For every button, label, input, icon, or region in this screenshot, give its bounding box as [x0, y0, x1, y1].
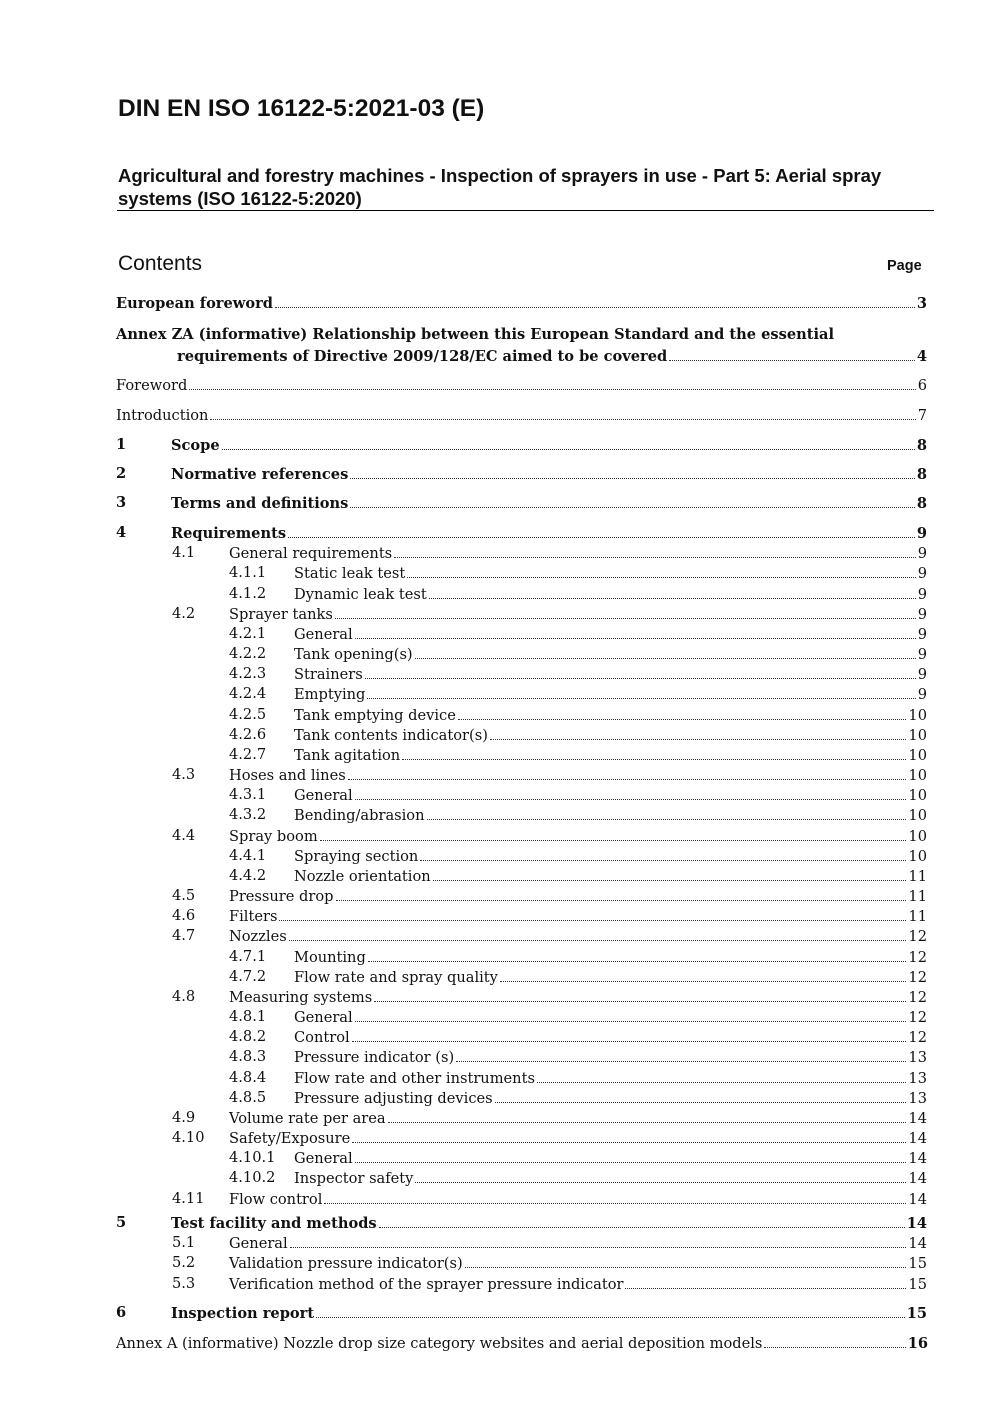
toc-leader-dots — [490, 725, 907, 740]
toc-entry-4-8-1[interactable] — [0, 1007, 992, 1027]
toc-entry-title: Annex ZA (informative) Relationship between this European Standard and the essential — [116, 326, 835, 343]
toc-entry-number: 4.10.2 — [229, 1169, 276, 1186]
toc-leader-dots — [350, 464, 915, 479]
toc-entry-title: Inspector safety — [294, 1170, 414, 1187]
toc-entry-number: 4.3.1 — [229, 786, 267, 803]
toc-entry-6[interactable] — [0, 1303, 992, 1323]
toc-entry-page: 12 — [908, 1029, 927, 1046]
toc-entry-number: 4.8.4 — [229, 1069, 267, 1086]
toc-entry-annex-za-line1[interactable] — [0, 325, 992, 345]
toc-entry-title: Tank emptying device — [294, 707, 456, 724]
toc-entry-4-4-2[interactable] — [0, 866, 992, 886]
toc-leader-dots — [352, 1027, 907, 1042]
toc-entry-page: 16 — [907, 1335, 928, 1352]
toc-entry-number: 2 — [116, 465, 127, 482]
toc-entry-4-9[interactable] — [0, 1108, 992, 1128]
toc-entry-title: Test facility and methods — [171, 1215, 377, 1232]
toc-entry-title: General — [294, 787, 353, 804]
toc-entry-title: Tank contents indicator(s) — [294, 727, 488, 744]
toc-entry-4-1-1[interactable] — [0, 563, 992, 583]
toc-entry-title: Inspection report — [171, 1305, 315, 1322]
toc-leader-dots — [365, 664, 916, 679]
toc-entry-number: 4.2.5 — [229, 706, 267, 723]
toc-entry-title: Annex A (informative) Nozzle drop size category websites and aerial deposition models — [116, 1335, 763, 1352]
toc-entry-5-1[interactable] — [0, 1233, 992, 1253]
toc-entry-number: 4.2 — [172, 605, 196, 622]
toc-leader-dots — [348, 765, 907, 780]
toc-entry-title: Pressure drop — [229, 888, 334, 905]
toc-leader-dots — [402, 745, 906, 760]
toc-entry-page: 4 — [916, 348, 927, 365]
toc-entry-number: 4.2.6 — [229, 726, 267, 743]
toc-entry-number: 4.9 — [172, 1109, 196, 1126]
toc-entry-annex-a[interactable] — [0, 1333, 992, 1353]
toc-entry-title: Verification method of the sprayer pressure indicator — [229, 1276, 624, 1293]
toc-entry-page: 14 — [908, 1170, 927, 1187]
toc-leader-dots — [458, 705, 907, 720]
toc-entry-page: 7 — [917, 407, 927, 424]
toc-entry-4-2-1[interactable] — [0, 624, 992, 644]
toc-entry-number: 4.4.1 — [229, 847, 267, 864]
toc-entry-page: 15 — [908, 1255, 927, 1272]
toc-entry-page: 9 — [917, 666, 927, 683]
toc-leader-dots — [456, 1047, 906, 1062]
toc-entry-number: 4.10.1 — [229, 1149, 276, 1166]
toc-entry-title: Control — [294, 1029, 350, 1046]
toc-entry-4[interactable] — [0, 523, 992, 543]
toc-entry-number: 4.8.3 — [229, 1048, 267, 1065]
toc-entry-page: 10 — [908, 807, 927, 824]
toc-entry-page: 10 — [908, 767, 927, 784]
toc-entry-4-2-5[interactable] — [0, 705, 992, 725]
toc-entry-title: Introduction — [116, 407, 209, 424]
toc-entry-4-1[interactable] — [0, 543, 992, 563]
toc-entry-4-2-6[interactable] — [0, 725, 992, 745]
toc-entry-title: Strainers — [294, 666, 363, 683]
title-rule — [117, 210, 934, 211]
toc-entry-4-3-1[interactable] — [0, 785, 992, 805]
toc-entry-title: Nozzles — [229, 928, 287, 945]
toc-leader-dots — [625, 1274, 906, 1289]
toc-entry-page: 8 — [916, 437, 927, 454]
toc-entry-title: General requirements — [229, 545, 393, 562]
toc-entry-title: Measuring systems — [229, 989, 373, 1006]
toc-entry-number: 4.7.2 — [229, 968, 267, 985]
toc-entry-title: Pressure indicator (s) — [294, 1049, 455, 1066]
toc-entry-page: 14 — [908, 1130, 927, 1147]
toc-entry-number: 4.3.2 — [229, 806, 267, 823]
toc-leader-dots — [407, 563, 915, 578]
toc-entry-number: 4.2.1 — [229, 625, 267, 642]
toc-entry-number: 5 — [116, 1214, 127, 1231]
toc-leader-dots — [368, 947, 907, 962]
toc-leader-dots — [336, 886, 907, 901]
toc-leader-dots — [222, 435, 915, 450]
toc-entry-page: 9 — [917, 565, 927, 582]
toc-leader-dots — [433, 866, 907, 881]
toc-entry-page: 9 — [916, 525, 927, 542]
toc-entry-title: Foreword — [116, 377, 188, 394]
toc-entry-number: 4.8.2 — [229, 1028, 267, 1045]
toc-leader-dots — [288, 523, 915, 538]
toc-entry-page: 14 — [908, 1235, 927, 1252]
toc-entry-page: 8 — [916, 495, 927, 512]
toc-entry-page: 14 — [908, 1150, 927, 1167]
toc-entry-number: 4.11 — [172, 1190, 205, 1207]
toc-entry-number: 5.3 — [172, 1275, 196, 1292]
toc-entry-2[interactable] — [0, 464, 992, 484]
toc-entry-title: European foreword — [116, 295, 273, 312]
toc-entry-annex-za[interactable] — [0, 346, 992, 366]
toc-leader-dots — [320, 826, 907, 841]
toc-entry-4-8-3[interactable] — [0, 1047, 992, 1067]
toc-entry-page: 9 — [917, 586, 927, 603]
toc-entry-number: 4.2.3 — [229, 665, 267, 682]
toc-leader-dots — [500, 967, 907, 982]
toc-entry-4-11[interactable] — [0, 1189, 992, 1209]
toc-leader-dots — [355, 785, 907, 800]
toc-entry-title: Flow control — [229, 1191, 323, 1208]
toc-entry-title: Dynamic leak test — [294, 586, 427, 603]
toc-entry-4-1-2[interactable] — [0, 584, 992, 604]
toc-entry-number: 4.10 — [172, 1129, 205, 1146]
toc-leader-dots — [355, 624, 916, 639]
toc-entry-page: 13 — [908, 1070, 927, 1087]
toc-entry-title: Flow rate and other instruments — [294, 1070, 535, 1087]
toc-entry-title: General — [294, 626, 353, 643]
toc-entry-title: General — [294, 1009, 353, 1026]
toc-leader-dots — [355, 1148, 907, 1163]
toc-entry-number: 5.1 — [172, 1234, 196, 1251]
toc-entry-title: Filters — [229, 908, 278, 925]
document-subtitle: Agricultural and forestry machines - Inspection of sprayers in use - Part 5: Aerial spray systems (ISO 16122-5:2020) — [118, 165, 882, 209]
toc-leader-dots — [429, 584, 916, 599]
toc-entry-number: 4.8.1 — [229, 1008, 267, 1025]
toc-entry-page: 12 — [908, 928, 927, 945]
toc-entry-number: 4.2.2 — [229, 645, 267, 662]
toc-entry-title: Safety/Exposure — [229, 1130, 351, 1147]
toc-leader-dots — [537, 1068, 906, 1083]
toc-entry-4-8-2[interactable] — [0, 1027, 992, 1047]
toc-entry-page: 12 — [908, 989, 927, 1006]
toc-entry-title: requirements of Directive 2009/128/EC aimed to be covered — [177, 348, 668, 365]
toc-leader-dots — [335, 604, 916, 619]
toc-entry-number: 3 — [116, 494, 127, 511]
toc-entry-page: 3 — [916, 295, 927, 312]
toc-entry-4-2[interactable] — [0, 604, 992, 624]
toc-entry-title: Terms and definitions — [171, 495, 349, 512]
toc-entry-4-8[interactable] — [0, 987, 992, 1007]
toc-entry-title: Normative references — [171, 466, 349, 483]
toc-entry-4-7[interactable] — [0, 926, 992, 946]
toc-entry-4-10[interactable] — [0, 1128, 992, 1148]
toc-entry-5[interactable] — [0, 1213, 992, 1233]
toc-entry-number: 4.4.2 — [229, 867, 267, 884]
toc-entry-title: Scope — [171, 437, 220, 454]
toc-entry-5-3[interactable] — [0, 1274, 992, 1294]
toc-entry-3[interactable] — [0, 493, 992, 513]
toc-entry-page: 12 — [908, 1009, 927, 1026]
toc-entry-title: General — [229, 1235, 288, 1252]
toc-leader-dots — [210, 405, 915, 420]
toc-entry-page: 9 — [917, 626, 927, 643]
toc-leader-dots — [465, 1253, 907, 1268]
toc-entry-title: Spraying section — [294, 848, 419, 865]
toc-entry-title: Hoses and lines — [229, 767, 346, 784]
toc-entry-1[interactable] — [0, 435, 992, 455]
toc-leader-dots — [420, 846, 906, 861]
document-title: DIN EN ISO 16122-5:2021-03 (E) — [118, 95, 485, 122]
toc-entry-number: 4.5 — [172, 887, 196, 904]
toc-entry-5-2[interactable] — [0, 1253, 992, 1273]
toc-entry-page: 13 — [908, 1049, 927, 1066]
toc-leader-dots — [189, 375, 915, 390]
toc-entry-page: 13 — [908, 1090, 927, 1107]
toc-entry-number: 4.7 — [172, 927, 196, 944]
toc-entry-4-2-7[interactable] — [0, 745, 992, 765]
toc-entry-4-6[interactable] — [0, 906, 992, 926]
toc-entry-title: General — [294, 1150, 353, 1167]
toc-leader-dots — [388, 1108, 907, 1123]
toc-entry-page: 9 — [917, 686, 927, 703]
toc-leader-dots — [352, 1128, 906, 1143]
toc-entry-4-10-2[interactable] — [0, 1168, 992, 1188]
toc-entry-introduction[interactable] — [0, 405, 992, 425]
toc-entry-title: Bending/abrasion — [294, 807, 425, 824]
toc-entry-4-2-4[interactable] — [0, 684, 992, 704]
toc-entry-4-7-2[interactable] — [0, 967, 992, 987]
toc-entry-page: 9 — [917, 606, 927, 623]
toc-entry-page: 12 — [908, 969, 927, 986]
toc-entry-4-3[interactable] — [0, 765, 992, 785]
toc-entry-title: Mounting — [294, 949, 366, 966]
toc-entry-4-5[interactable] — [0, 886, 992, 906]
toc-entry-number: 1 — [116, 436, 127, 453]
toc-entry-page: 8 — [916, 466, 927, 483]
toc-leader-dots — [427, 805, 907, 820]
toc-entry-page: 10 — [908, 727, 927, 744]
toc-entry-title: Validation pressure indicator(s) — [229, 1255, 463, 1272]
toc-entry-foreword[interactable] — [0, 375, 992, 395]
toc-leader-dots — [355, 1007, 907, 1022]
toc-leader-dots — [275, 293, 915, 308]
toc-leader-dots — [316, 1303, 905, 1318]
toc-entry-number: 6 — [116, 1304, 127, 1321]
toc-entry-page: 10 — [908, 828, 927, 845]
toc-entry-number: 4.7.1 — [229, 948, 267, 965]
contents-heading: Contents — [118, 252, 203, 275]
toc-entry-title: Spray boom — [229, 828, 318, 845]
toc-leader-dots — [394, 543, 916, 558]
toc-entry-4-8-4[interactable] — [0, 1068, 992, 1088]
toc-leader-dots — [367, 684, 915, 699]
toc-entry-number: 4.4 — [172, 827, 196, 844]
toc-entry-4-10-1[interactable] — [0, 1148, 992, 1168]
toc-entry-title: Flow rate and spray quality — [294, 969, 498, 986]
toc-entry-number: 5.2 — [172, 1254, 196, 1271]
toc-entry-page: 10 — [908, 787, 927, 804]
toc-entry-page: 10 — [908, 848, 927, 865]
toc-entry-number: 4.8 — [172, 988, 196, 1005]
toc-entry-number: 4.1.2 — [229, 585, 267, 602]
toc-entry-title: Sprayer tanks — [229, 606, 333, 623]
toc-entry-page: 12 — [908, 949, 927, 966]
toc-leader-dots — [764, 1333, 905, 1348]
toc-entry-4-3-2[interactable] — [0, 805, 992, 825]
toc-entry-title: Requirements — [171, 525, 287, 542]
toc-entry-page: 11 — [908, 888, 927, 905]
toc-entry-title: Static leak test — [294, 565, 406, 582]
toc-entry-page: 9 — [917, 646, 927, 663]
toc-entry-page: 14 — [908, 1110, 927, 1127]
toc-entry-number: 4.8.5 — [229, 1089, 267, 1106]
toc-entry-page: 10 — [908, 707, 927, 724]
toc-entry-number: 4.3 — [172, 766, 196, 783]
toc-entry-number: 4.1.1 — [229, 564, 267, 581]
toc-entry-number: 4.2.7 — [229, 746, 267, 763]
toc-leader-dots — [374, 987, 906, 1002]
toc-entry-page: 11 — [908, 908, 927, 925]
toc-leader-dots — [669, 346, 915, 361]
toc-entry-title: Tank agitation — [294, 747, 401, 764]
toc-entry-4-8-5[interactable] — [0, 1088, 992, 1108]
toc-entry-number: 4 — [116, 524, 127, 541]
toc-entry-page: 6 — [917, 377, 927, 394]
toc-entry-european-foreword[interactable] — [0, 293, 992, 313]
toc-leader-dots — [279, 906, 906, 921]
toc-entry-page: 14 — [908, 1191, 927, 1208]
toc-entry-number: 4.1 — [172, 544, 196, 561]
toc-entry-4-4-1[interactable] — [0, 846, 992, 866]
toc-entry-number: 4.6 — [172, 907, 196, 924]
toc-entry-number: 4.2.4 — [229, 685, 267, 702]
toc-leader-dots — [350, 493, 914, 508]
toc-entry-page: 15 — [906, 1305, 927, 1322]
toc-leader-dots — [415, 1168, 906, 1183]
toc-entry-page: 9 — [917, 545, 927, 562]
toc-leader-dots — [379, 1213, 905, 1228]
toc-leader-dots — [290, 1233, 907, 1248]
toc-entry-title: Emptying — [294, 686, 366, 703]
toc-entry-page: 15 — [908, 1276, 927, 1293]
toc-leader-dots — [324, 1189, 906, 1204]
toc-leader-dots — [495, 1088, 907, 1103]
toc-entry-page: 10 — [908, 747, 927, 764]
toc-leader-dots — [415, 644, 916, 659]
toc-entry-page: 14 — [906, 1215, 927, 1232]
toc-entry-title: Pressure adjusting devices — [294, 1090, 493, 1107]
toc-entry-title: Tank opening(s) — [294, 646, 413, 663]
toc-entry-4-4[interactable] — [0, 826, 992, 846]
toc-entry-title: Nozzle orientation — [294, 868, 431, 885]
page-column-heading: Page — [887, 258, 922, 274]
toc-entry-page: 11 — [908, 868, 927, 885]
toc-entry-title: Volume rate per area — [229, 1110, 386, 1127]
toc-entry-4-2-3[interactable] — [0, 664, 992, 684]
toc-leader-dots — [289, 926, 907, 941]
toc-entry-4-2-2[interactable] — [0, 644, 992, 664]
toc-entry-4-7-1[interactable] — [0, 947, 992, 967]
